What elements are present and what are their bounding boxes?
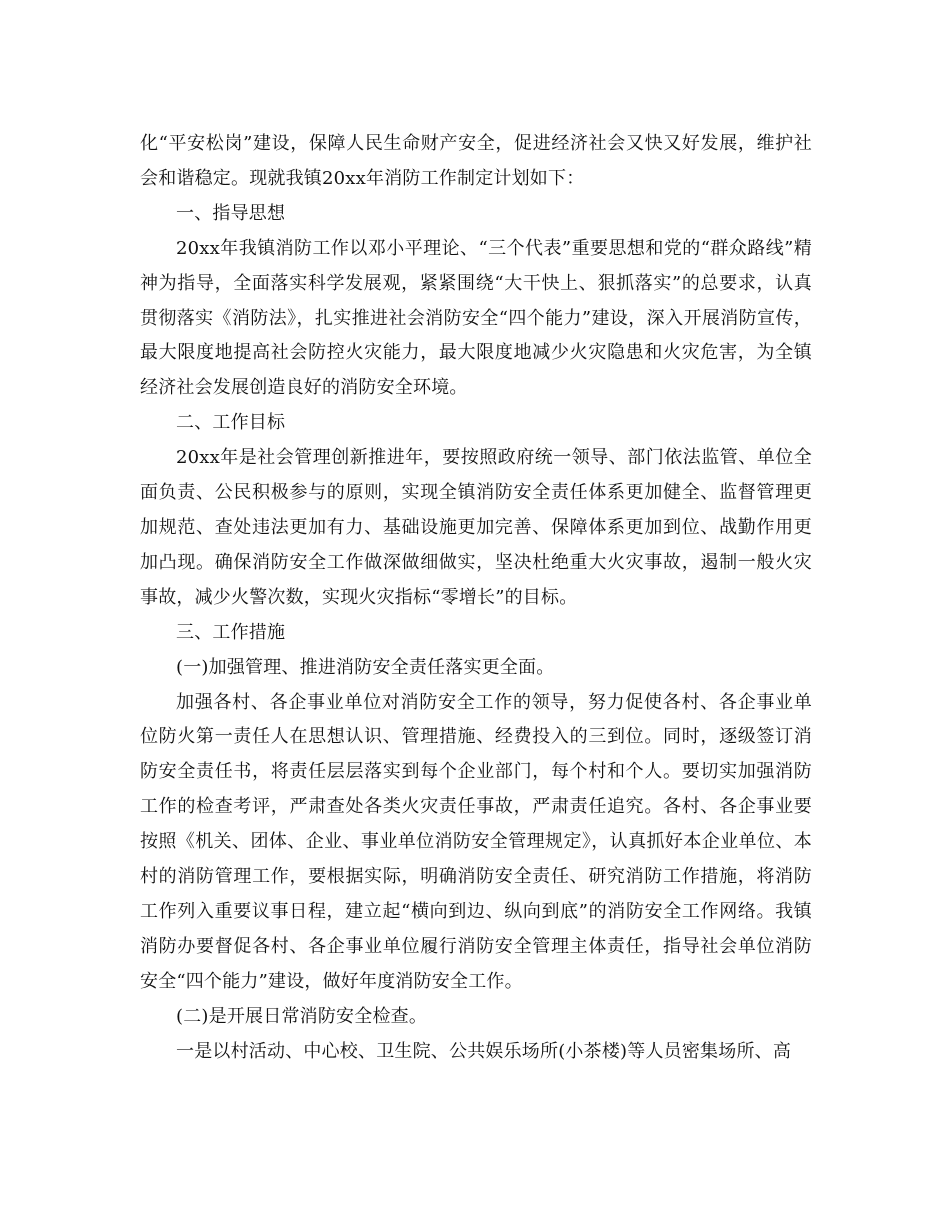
heading-guiding-ideology: 一、指导思想: [176, 202, 286, 224]
subheading-management: (一)加强管理、推进消防安全责任落实更全面。: [176, 656, 555, 678]
heading-work-goals: 二、工作目标: [176, 412, 286, 434]
paragraph-intro-continuation: 化“平安松岗”建设，保障人民生命财产安全，促进经济社会又快又好发展，维护社会和谐稳定。现就我镇20xx年消防工作制定计划如下：: [140, 133, 812, 189]
paragraph-work-goals: 20xx年是社会管理创新推进年，要按照政府统一领导、部门依法监管、单位全面负责、公民积极参与的原则，实现全镇消防安全责任体系更加健全、监督管理更加规范、查处违法更加有力、基础设施更加完善、保障体系更加到位、战勤作用更加凸现。确保消防安全工作做深做细做实，坚决杜绝重大火灾事故，遏制一般火灾事故，减少火警次数，实现火灾指标“零增长”的目标。: [140, 447, 812, 608]
document-body: [140, 127, 812, 1069]
paragraph-management: 加强各村、各企事业单位对消防安全工作的领导，努力促使各村、各企事业单位防火第一责任人在思想认识、管理措施、经费投入的三到位。同时，逐级签订消防安全责任书，将责任层层落实到每个企业部门，每个村和个人。要切实加强消防工作的检查考评，严肃查处各类火灾责任事故，严肃责任追究。各村、各企事业要按照《机关、团体、企业、事业单位消防安全管理规定》，认真抓好本企业单位、本村的消防管理工作，要根据实际，明确消防安全责任、研究消防工作措施，将消防工作列入重要议事日程，建立起“横向到边、纵向到底”的消防安全工作网络。我镇消防办要督促各村、各企事业单位履行消防安全管理主体责任，指导社会单位消防安全“四个能力”建设，做好年度消防安全工作。: [140, 691, 812, 992]
heading-work-measures: 三、工作措施: [176, 621, 286, 643]
paragraph-guiding-ideology: 20xx年我镇消防工作以邓小平理论、“三个代表”重要思想和党的“群众路线”精神为指导，全面落实科学发展观，紧紧围绕“大干快上、狠抓落实”的总要求，认真贯彻落实《消防法》，扎实推进社会消防安全“四个能力”建设，深入开展消防宣传，最大限度地提高社会防控火灾能力，最大限度地减少火灾隐患和火灾危害，为全镇经济社会发展创造良好的消防安全环境。: [140, 237, 812, 399]
subheading-safety-inspection: (二)是开展日常消防安全检查。: [176, 1005, 428, 1027]
paragraph-safety-inspection: 一是以村活动、中心校、卫生院、公共娱乐场所(小茶楼)等人员密集场所、高: [176, 1040, 792, 1062]
